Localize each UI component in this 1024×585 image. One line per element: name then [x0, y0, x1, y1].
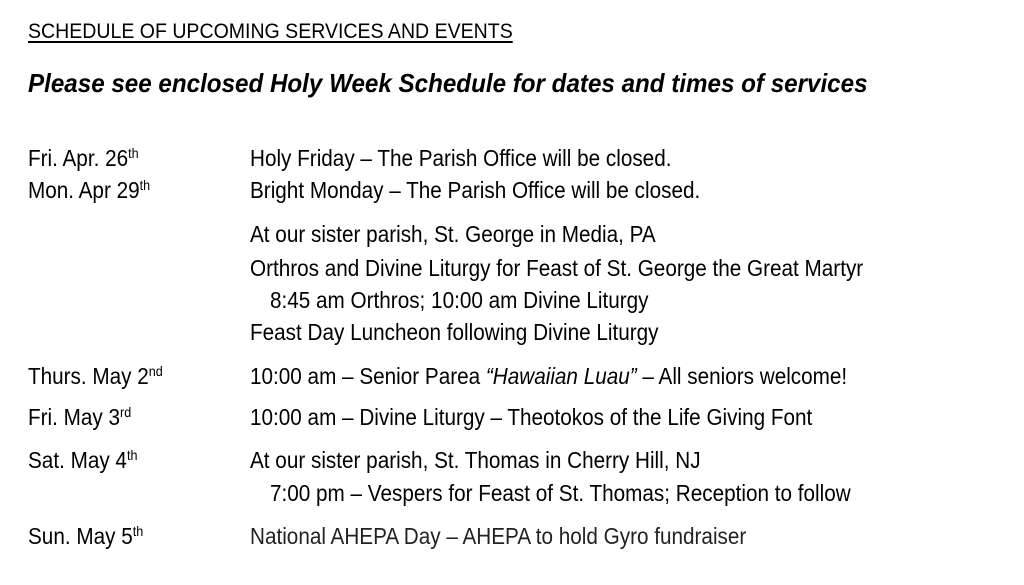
event-date-text: Mon. Apr 29 — [28, 177, 140, 203]
event-date — [28, 362, 163, 390]
event-date-text: Fri. Apr. 26 — [28, 145, 129, 171]
event-date-text: Sat. May 4 — [28, 447, 127, 473]
event-date-suffix: th — [139, 177, 151, 193]
event-line: Holy Friday – The Parish Office will be closed. — [250, 145, 672, 171]
event-date — [28, 522, 143, 550]
event-date — [28, 176, 150, 204]
event-line-text: 10:00 am – Senior Parea — [250, 363, 486, 389]
event-date-text: Sun. May 5 — [28, 523, 133, 549]
event-title-italic: “Hawaiian Luau” — [485, 363, 637, 389]
event-date — [28, 403, 131, 431]
event-line — [250, 362, 847, 390]
event-line: National AHEPA Day – AHEPA to hold Gyro fundraiser — [250, 523, 747, 549]
event-line: 7:00 pm – Vespers for Feast of St. Thomas; Reception to follow — [270, 480, 851, 506]
event-date-text: Thurs. May 2 — [28, 363, 149, 389]
event-date-suffix: th — [128, 145, 139, 161]
event-date — [28, 446, 137, 474]
event-line: Bright Monday – The Parish Office will be closed. — [250, 177, 701, 203]
event-line-text: – All seniors welcome! — [636, 363, 848, 389]
event-line: 8:45 am Orthros; 10:00 am Divine Liturgy — [270, 287, 649, 313]
event-line: Feast Day Luncheon following Divine Liturgy — [250, 319, 659, 345]
event-date-suffix: th — [132, 523, 144, 539]
event-date-suffix: th — [126, 447, 138, 463]
event-date-text: Fri. May 3 — [28, 404, 121, 430]
event-date-suffix: nd — [148, 363, 163, 379]
schedule-heading: SCHEDULE OF UPCOMING SERVICES AND EVENTS — [28, 20, 513, 43]
event-line: At our sister parish, St. George in Media, PA — [250, 221, 656, 247]
event-line: At our sister parish, St. Thomas in Cherry Hill, NJ — [250, 447, 701, 473]
holy-week-notice: Please see enclosed Holy Week Schedule for dates and times of services — [28, 68, 868, 98]
event-line: 10:00 am – Divine Liturgy – Theotokos of the Life Giving Font — [250, 404, 813, 430]
event-date-suffix: rd — [120, 404, 132, 420]
event-date — [28, 144, 139, 172]
event-line: Orthros and Divine Liturgy for Feast of St. George the Great Martyr — [250, 255, 864, 281]
